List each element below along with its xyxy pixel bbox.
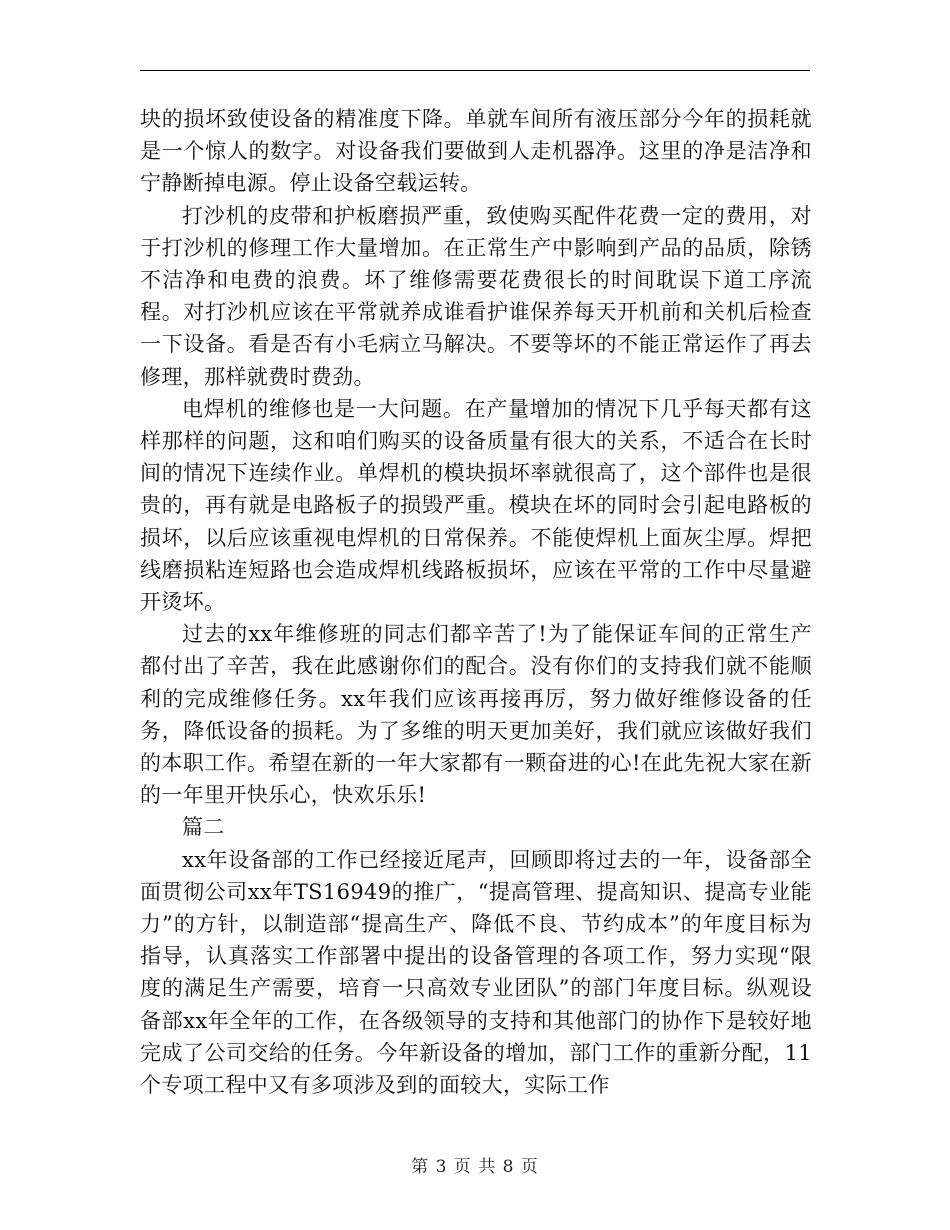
paragraph-5: xx年设备部的工作已经接近尾声，回顾即将过去的一年，设备部全面贯彻公司xx年TS16949的推广，“提高管理、提高知识、提高专业能力”的方针，以制造部“提高生产、降低不良、节约成本”的年度目标为指导，认真落实工作部署中提出的设备管理的各项工作，努力实现“限度的满足生产需要，培育一只高效专业团队”的部门年度目标。纵观设备部xx年全年的工作，在各级领导的支持和其他部门的协作下是较好地完成了公司交给的任务。今年新设备的增加，部门工作的重新分配，11个专项工程中又有多项涉及到的面较大，实际工作 xyxy=(140,847,812,1098)
section-heading: 篇二 xyxy=(182,815,225,840)
paragraph-2: 打沙机的皮带和护板磨损严重，致使购买配件花费一定的费用，对于打沙机的修理工作大量增加。在正常生产中影响到产品的品质，除锈不洁净和电费的浪费。坏了维修需要花费很长的时间耽误下道工序流程。对打沙机应该在平常就养成谁看护谁保养每天开机前和关机后检查一下设备。看是否有小毛病立马解决。不要等坏的不能正常运作了再去修理，那样就费时费劲。 xyxy=(140,203,812,389)
paragraph-1: 块的损坏致使设备的精准度下降。单就车间所有液压部分今年的损耗就是一个惊人的数字。对设备我们要做到人走机器净。这里的净是洁净和宁静断掉电源。停止设备空载运转。 xyxy=(140,107,812,196)
page-number: 第 3 页 共 8 页 xyxy=(411,1157,539,1177)
document-body xyxy=(140,103,812,1101)
paragraph-4: 过去的xx年维修班的同志们都辛苦了!为了能保证车间的正常生产都付出了辛苦，我在此感谢你们的配合。没有你们的支持我们就不能顺利的完成维修任务。xx年我们应该再接再厉，努力做好维修设备的任务，降低设备的损耗。为了多维的明天更加美好，我们就应该做好我们的本职工作。希望在新的一年大家都有一颗奋进的心!在此先祝大家在新的一年里开快乐心，快欢乐乐! xyxy=(140,622,812,808)
header-rule xyxy=(140,70,810,71)
paragraph-3: 电焊机的维修也是一大问题。在产量增加的情况下几乎每天都有这样那样的问题，这和咱们购买的设备质量有很大的关系，不适合在长时间的情况下连续作业。单焊机的模块损坏率就很高了，这个部件也是很贵的，再有就是电路板子的损毁严重。模块在坏的同时会引起电路板的损坏，以后应该重视电焊机的日常保养。不能使焊机上面灰尘厚。焊把线磨损粘连短路也会造成焊机线路板损坏，应该在平常的工作中尽量避开烫坏。 xyxy=(140,396,812,615)
